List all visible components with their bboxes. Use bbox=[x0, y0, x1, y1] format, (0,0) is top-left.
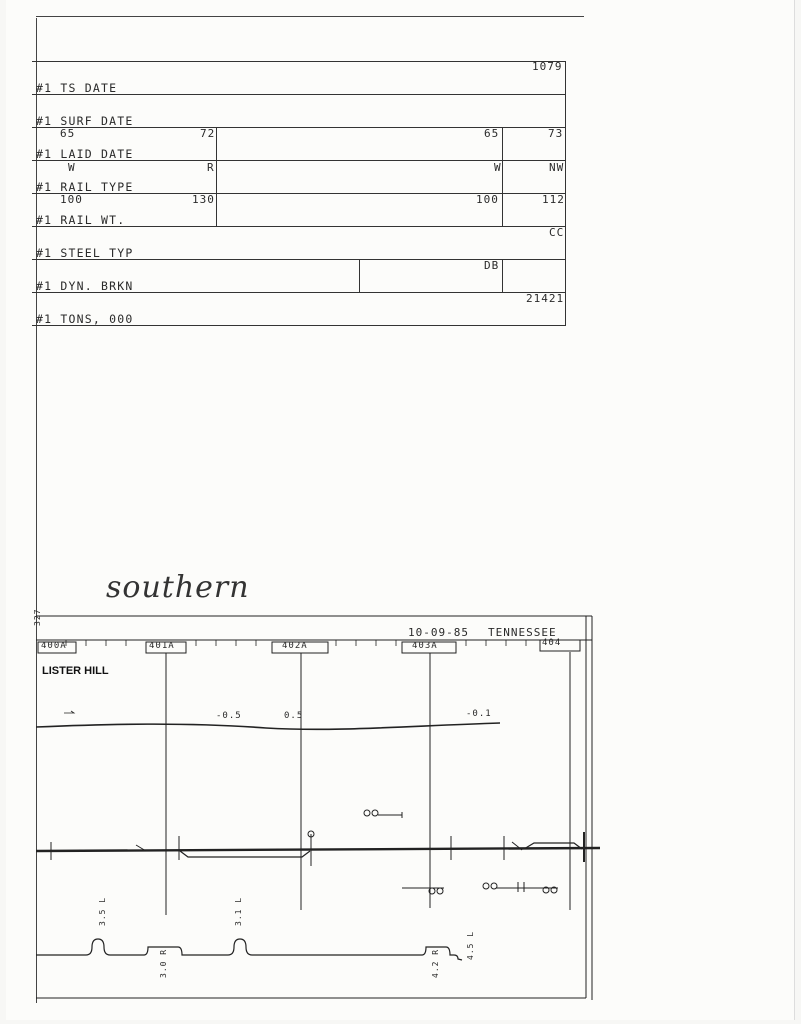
laid-right-1: 65 bbox=[484, 127, 500, 140]
curve-label: 4.5 L bbox=[466, 930, 475, 960]
rail-wt-right-1: 100 bbox=[476, 193, 499, 206]
row-label-rail-type: #1 RAIL TYPE bbox=[36, 180, 134, 194]
milepost-401a: 401A bbox=[149, 641, 175, 651]
chart-date: 10-09-85 bbox=[408, 626, 469, 639]
row-label-tons: #1 TONS, 000 bbox=[36, 312, 134, 326]
steel-typ-value: CC bbox=[549, 226, 565, 239]
rail-type-left-2: R bbox=[207, 161, 215, 174]
rail-type-right-1: W bbox=[494, 161, 502, 174]
row-label-laid-date: #1 LAID DATE bbox=[36, 147, 134, 161]
laid-left-1: 65 bbox=[60, 127, 76, 140]
curve-label: 4.2 R bbox=[431, 948, 440, 978]
milepost-400a: 400A bbox=[41, 641, 67, 651]
rail-wt-right-2: 112 bbox=[542, 193, 565, 206]
curve-label: 3.1 L bbox=[234, 896, 243, 926]
rail-type-left-1: W bbox=[68, 161, 76, 174]
row-label-dyn-brkn: #1 DYN. BRKN bbox=[36, 279, 134, 293]
grade-label: -0.5 bbox=[216, 711, 242, 721]
ts-top-value: 1079 bbox=[532, 60, 563, 73]
laid-right-2: 73 bbox=[548, 127, 564, 140]
milepost-402a: 402A bbox=[282, 641, 308, 651]
row-label-ts-date: #1 TS DATE bbox=[36, 81, 118, 95]
grade-label: -0.1 bbox=[466, 709, 492, 719]
side-code: 327 bbox=[33, 608, 42, 626]
milepost-403a: 403A bbox=[412, 641, 438, 651]
curve-label: 3.5 L bbox=[98, 896, 107, 926]
rail-wt-left-2: 130 bbox=[192, 193, 215, 206]
milepost-404: 404 bbox=[542, 638, 562, 648]
tons-value: 21421 bbox=[526, 292, 565, 305]
station-label: LISTER HILL bbox=[42, 665, 109, 677]
curve-label: 3.0 R bbox=[159, 948, 168, 978]
track-chart-drawing bbox=[6, 0, 801, 1024]
rail-type-right-2: NW bbox=[549, 161, 565, 174]
grade-label: 0.5 bbox=[284, 711, 304, 721]
row-label-steel-typ: #1 STEEL TYP bbox=[36, 246, 134, 260]
dyn-brkn-value: DB bbox=[484, 259, 500, 272]
document-page bbox=[6, 0, 795, 1020]
row-label-rail-wt: #1 RAIL WT. bbox=[36, 213, 126, 227]
row-label-surf-date: #1 SURF DATE bbox=[36, 114, 134, 128]
laid-left-2: 72 bbox=[200, 127, 216, 140]
rail-wt-left-1: 100 bbox=[60, 193, 83, 206]
chart-state: TENNESSEE bbox=[488, 626, 557, 639]
handwritten-annotation: southern bbox=[106, 570, 250, 605]
